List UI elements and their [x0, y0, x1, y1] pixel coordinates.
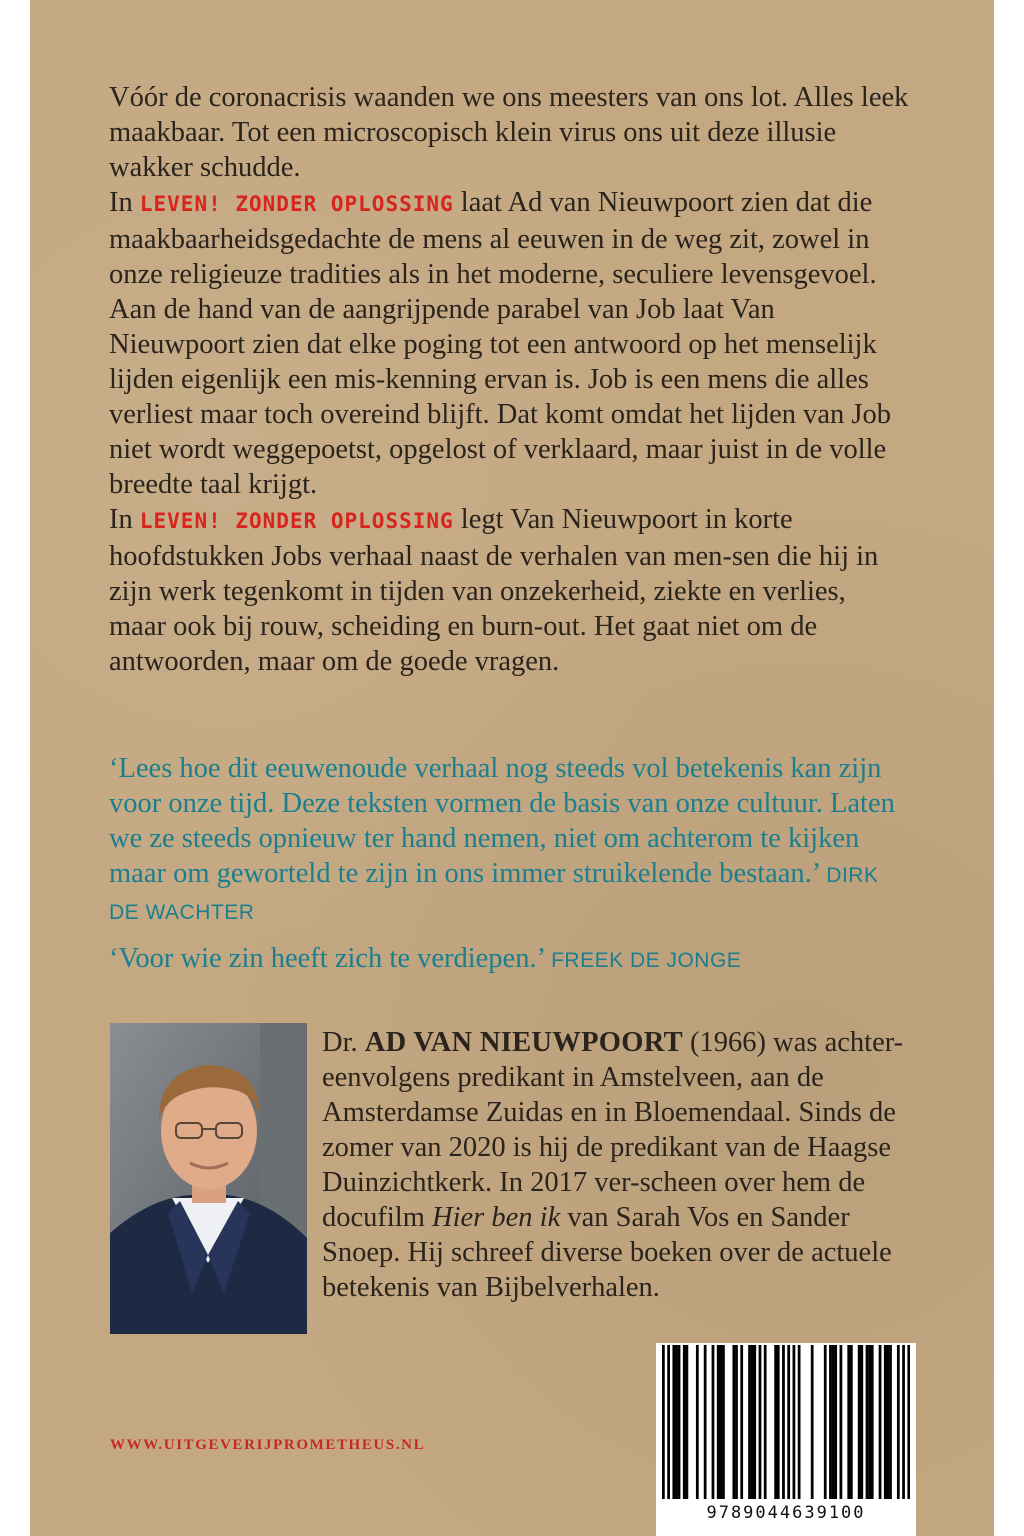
barcode-bar — [834, 1345, 837, 1499]
bio-text: (1966) was achter-eenvolgens predikant in Amstelveen, aan de Amsterdamse Zuidas en in Bloemendaal. Sinds de zomer van 2020 is hij de predikant van de Haagse Duinzichtkerk. In 2017 ver-scheen over hem de docufilm — [322, 1027, 904, 1233]
barcode-bar — [829, 1345, 832, 1499]
barcode-bar — [798, 1345, 801, 1499]
barcode-bar — [777, 1345, 780, 1499]
barcode-bar — [675, 1345, 678, 1499]
barcode-bar — [850, 1345, 853, 1499]
barcode-bar — [740, 1345, 743, 1499]
blurb-paragraph-3 — [109, 502, 909, 679]
barcode-bar — [884, 1345, 887, 1499]
barcode-bar — [858, 1345, 861, 1499]
blurb-text: legt Van Nieuwpoort in korte hoofdstukken Jobs verhaal naast de verhalen van men-sen die hij in zijn werk tegenkomt in tijden van onzekerheid, ziekte en verlies, maar ook bij rouw, scheiding en burn-out. Het gaat niet om de antwoorden, maar om de goede vragen. — [109, 504, 879, 677]
bio-text: van Sarah Vos en Sander Snoep. Hij schreef diverse boeken over de actuele betekenis van Bijbelverhalen. — [322, 1202, 892, 1303]
barcode-bar — [774, 1345, 777, 1499]
blurb-prefix: In — [109, 187, 140, 218]
barcode-bar — [871, 1345, 874, 1499]
barcode-bar — [902, 1345, 905, 1499]
barcode-bar — [868, 1345, 871, 1499]
author-photo — [110, 1023, 307, 1334]
barcode-bar — [764, 1345, 767, 1499]
blurb-paragraph-2 — [109, 185, 909, 502]
bio-prefix: Dr. — [322, 1027, 365, 1058]
barcode-bar — [678, 1345, 681, 1499]
barcode-bar — [748, 1345, 751, 1499]
review-quote-2 — [109, 941, 909, 978]
barcode-bar — [735, 1345, 738, 1499]
barcode-bar — [897, 1345, 900, 1499]
barcode-bar — [824, 1345, 827, 1499]
quote-text: ‘Lees hoe dit eeuwenoude verhaal nog steeds vol betekenis kan zijn voor onze tijd. Deze teksten vormen de basis van onze cultuur. Laten we ze steeds opnieuw ter hand nemen, niet om achterom te kijken maar om geworteld te zijn in ons immer struikelende bestaan.’ — [109, 753, 895, 889]
barcode-bar — [712, 1345, 715, 1499]
barcode-bar — [860, 1345, 863, 1499]
blurb-paragraph-1: Vóór de coronacrisis waanden we ons meesters van ons lot. Alles leek maakbaar. Tot een microscopisch klein virus ons uit deze illusie wakker schudde. — [109, 82, 909, 183]
barcode-bar — [696, 1345, 699, 1499]
barcode-bar — [704, 1345, 707, 1499]
barcode — [656, 1343, 916, 1536]
barcode-bar — [719, 1345, 722, 1499]
quote-text: ‘Voor wie zin heeft zich te verdiepen.’ — [109, 943, 544, 974]
publisher-url[interactable]: WWW.UITGEVERIJPROMETHEUS.NL — [110, 1437, 426, 1453]
barcode-bar — [732, 1345, 735, 1499]
barcode-bar — [811, 1345, 814, 1499]
barcode-bar — [787, 1345, 790, 1499]
barcode-bar — [662, 1345, 665, 1499]
barcode-bar — [672, 1345, 675, 1499]
isbn-number: 9789044639100 — [706, 1503, 866, 1523]
book-title: LEVEN! ZONDER OPLOSSING — [139, 509, 454, 533]
barcode-bar — [907, 1345, 910, 1499]
barcode-bar — [751, 1345, 754, 1499]
barcode-bar — [685, 1345, 688, 1499]
blurb-text: laat Ad van Nieuwpoort zien dat die maakbaarheidsgedachte de mens al eeuwen in de weg zit, zowel in onze religieuze tradities als in het moderne, seculiere levensgevoel. Aan de hand van de aangrijpende parabel van Job laat Van Nieuwpoort zien dat elke poging tot een antwoord op het menselijk lijden eigenlijk een mis-kenning ervan is. Job is een mens die alles verliest maar toch overeind blijft. Dat komt omdat het lijden van Job niet wordt weggepoetst, opgelost of verklaard, maar juist in de volle breedte taal krijgt. — [109, 187, 891, 500]
barcode-bar — [887, 1345, 890, 1499]
barcode-bar — [667, 1345, 670, 1499]
barcode-bar — [717, 1345, 720, 1499]
barcode-bar — [832, 1345, 835, 1499]
author-bio — [322, 1025, 912, 1305]
blurb-prefix: In — [109, 504, 140, 535]
barcode-bar — [753, 1345, 756, 1499]
review-quote-1 — [109, 751, 909, 930]
barcode-bar — [866, 1345, 869, 1499]
barcode-bar — [793, 1345, 796, 1499]
film-title: Hier ben ik — [432, 1202, 561, 1233]
barcode-bar — [879, 1345, 882, 1499]
quote-author: DIRK DE WACHTER — [109, 864, 879, 924]
author-name: AD VAN NIEUWPOORT — [364, 1027, 683, 1058]
barcode-bar — [683, 1345, 686, 1499]
book-title: LEVEN! ZONDER OPLOSSING — [139, 192, 454, 216]
quote-author: FREEK DE JONGE — [551, 949, 742, 972]
barcode-bar — [840, 1345, 843, 1499]
barcode-bar — [847, 1345, 850, 1499]
barcode-bar — [889, 1345, 892, 1499]
barcode-bar — [759, 1345, 762, 1499]
barcode-bar — [722, 1345, 725, 1499]
barcode-bars — [662, 1345, 910, 1499]
blurb — [109, 80, 909, 679]
barcode-bar — [782, 1345, 785, 1499]
